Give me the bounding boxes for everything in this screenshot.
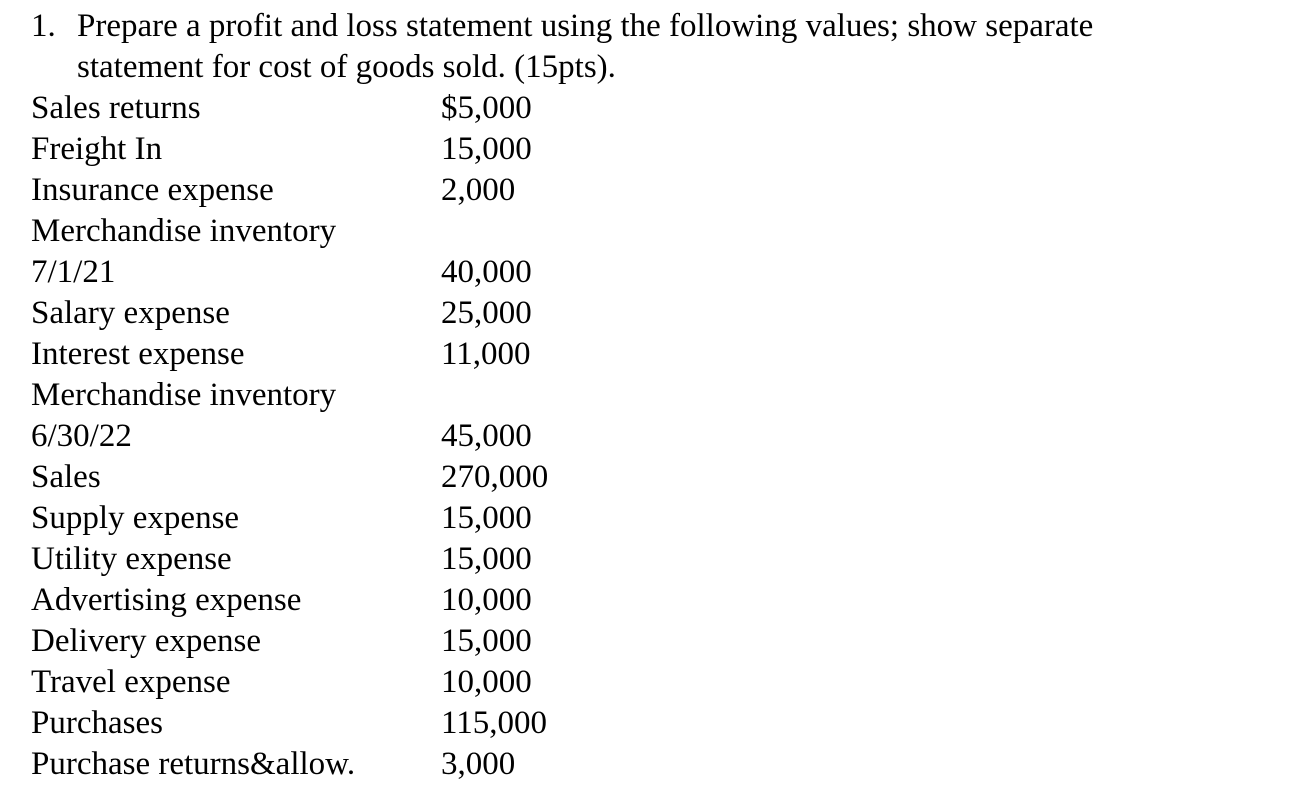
item-value: 3,000 <box>441 746 516 782</box>
item-value: 15,000 <box>441 541 532 577</box>
item-label: Interest expense <box>31 336 245 372</box>
item-value: 25,000 <box>441 295 532 331</box>
list-item <box>31 416 591 457</box>
item-value: 15,000 <box>441 500 532 536</box>
item-value: $5,000 <box>441 90 532 126</box>
item-label: Insurance expense <box>31 172 274 208</box>
item-label: Travel expense <box>31 664 231 700</box>
list-item <box>31 88 591 129</box>
item-label: 6/30/22 <box>31 418 132 454</box>
list-item <box>31 744 591 785</box>
item-value: 270,000 <box>441 459 549 495</box>
list-item <box>31 129 591 170</box>
item-value: 11,000 <box>441 336 531 372</box>
account-values-list <box>31 88 591 785</box>
item-label: 7/1/21 <box>31 254 116 290</box>
list-item <box>31 457 591 498</box>
item-value: 15,000 <box>441 623 532 659</box>
list-item <box>31 662 591 703</box>
list-item <box>31 498 591 539</box>
question-number: 1. <box>31 8 56 44</box>
item-value: 115,000 <box>441 705 548 741</box>
list-item <box>31 621 591 662</box>
item-value: 10,000 <box>441 582 532 618</box>
list-item <box>31 703 591 744</box>
item-label: Merchandise inventory <box>31 213 337 249</box>
item-label: Utility expense <box>31 541 232 577</box>
question-text-line-1: Prepare a profit and loss statement using the following values; show separate <box>77 8 1094 44</box>
question-text-line-2: statement for cost of goods sold. (15pts). <box>77 49 616 85</box>
item-label: Supply expense <box>31 500 240 536</box>
list-item <box>31 211 591 252</box>
item-label: Purchases <box>31 705 163 741</box>
item-label: Delivery expense <box>31 623 261 659</box>
item-label: Sales <box>31 459 101 495</box>
item-label: Merchandise inventory <box>31 377 337 413</box>
item-label: Purchase returns&allow. <box>31 746 356 782</box>
list-item <box>31 334 591 375</box>
list-item <box>31 293 591 334</box>
list-item <box>31 375 591 416</box>
item-value: 45,000 <box>441 418 532 454</box>
item-label: Freight In <box>31 131 163 167</box>
list-item <box>31 170 591 211</box>
item-label: Salary expense <box>31 295 230 331</box>
item-label: Advertising expense <box>31 582 302 618</box>
list-item <box>31 539 591 580</box>
item-value: 10,000 <box>441 664 532 700</box>
list-item <box>31 252 591 293</box>
item-value: 2,000 <box>441 172 516 208</box>
list-item <box>31 580 591 621</box>
item-value: 40,000 <box>441 254 532 290</box>
item-value: 15,000 <box>441 131 532 167</box>
item-label: Sales returns <box>31 90 201 126</box>
